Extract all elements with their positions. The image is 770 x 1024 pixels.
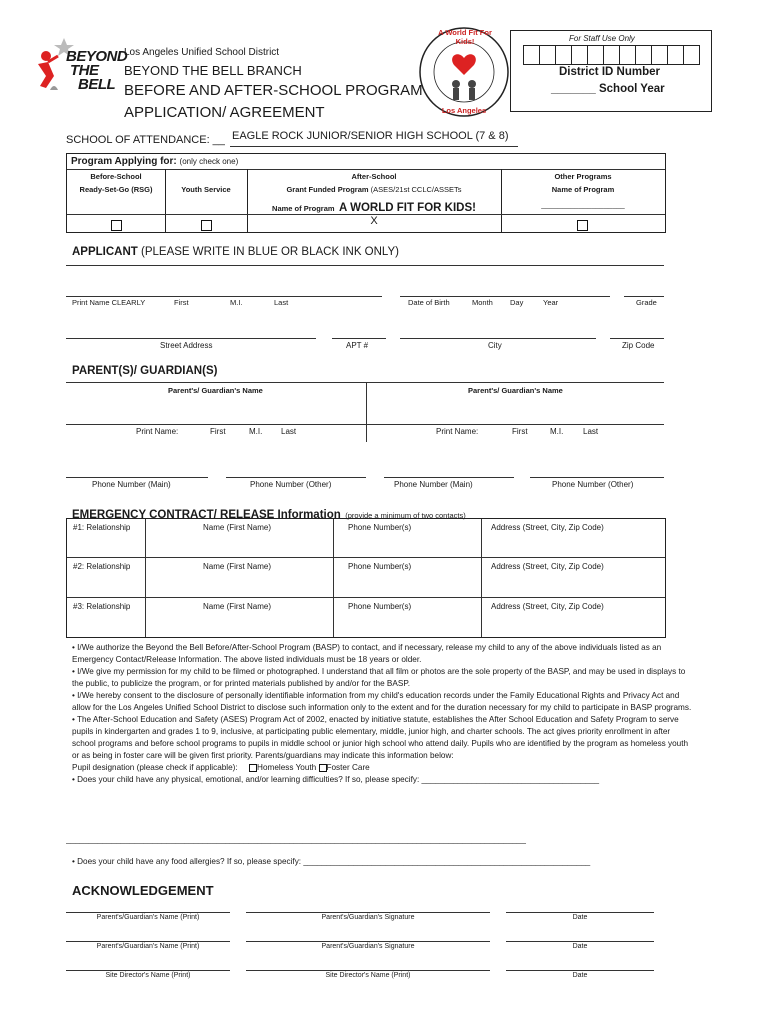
mi-label: M.I. — [230, 298, 243, 307]
term-ases-act: • The After-School Education and Safety (ASES) Program Act of 2002, enacted by initiative statute, establishes the After School Education and Safety Program to serve pupils in kindergarten and grades 1 to 9, inclusive, at participating public elementary, middle, junior high, and charter schools. The act gives priority enrollment in after school programs and before school programs to pupils in middle school or junior high school who attend daily. Pupils who are identified by the program as homeless youth or as being in foster care will be given first priority. Parents/guardians may indicate this information below: — [72, 715, 689, 760]
apt-label: APT # — [346, 341, 369, 350]
staff-use-box — [510, 30, 712, 112]
contact3-relationship[interactable]: #3: Relationship — [73, 602, 131, 611]
grant-funded-note: (ASES/21st CCLC/ASSETs — [370, 185, 462, 194]
world-fit-for-kids-seal — [418, 26, 510, 118]
rsg-checkbox[interactable] — [111, 220, 122, 231]
parent2-first-label: First — [512, 427, 528, 436]
parent1-last-label: Last — [281, 427, 297, 436]
district-id-label: District ID Number — [559, 66, 660, 78]
parent1-mi-label: M.I. — [249, 427, 263, 436]
date-label-3: Date — [572, 972, 588, 979]
sd-signature-label: Site Director's Name (Print) — [325, 972, 411, 979]
parent1-phone-other-line[interactable] — [226, 477, 366, 478]
parent2-name-header: Parent's/ Guardian's Name — [468, 386, 563, 395]
emergency-heading: EMERGENCY CONTRACT/ RELEASE Information — [72, 509, 341, 521]
district-name: Los Angeles Unified School District — [124, 47, 280, 58]
applicant-heading: APPLICANT — [72, 246, 138, 258]
form-title-line1: BEFORE AND AFTER-SCHOOL PROGRAM — [124, 82, 423, 99]
allergies-question[interactable]: • Does your child have any food allergies? If so, please specify: _______________________________________________________________ — [72, 857, 591, 866]
seal-bottom-text: Los Angeles — [441, 106, 487, 115]
zip-label: Zip Code — [622, 341, 655, 350]
parent1-name-line[interactable] — [66, 424, 366, 425]
grade-label: Grade — [636, 298, 657, 307]
pg-name-line-1[interactable] — [66, 912, 230, 913]
last-label: Last — [274, 298, 289, 307]
beyond-the-bell-logo — [34, 36, 128, 100]
parent2-print-label: Print Name: — [436, 427, 479, 436]
parent2-phone-other-label: Phone Number (Other) — [552, 480, 634, 489]
homeless-youth-checkbox[interactable] — [249, 764, 257, 772]
grade-line[interactable] — [624, 296, 664, 297]
branch-name: BEYOND THE BELL BRANCH — [124, 63, 302, 78]
year-label: Year — [543, 298, 559, 307]
program-name-prefix: Name of Program — [272, 204, 335, 213]
school-year-text: School Year — [598, 83, 665, 95]
date-label-1: Date — [572, 914, 588, 921]
pg-signature-label-2: Parent's/Guardian's Signature — [321, 943, 415, 950]
dob-line[interactable] — [400, 296, 610, 297]
date-line-3[interactable] — [506, 970, 654, 971]
form-title-line2: APPLICATION/ AGREEMENT — [124, 104, 325, 121]
difficulties-question[interactable]: • Does your child have any physical, emotional, and/or learning difficulties? If so, please specify: _______________________________________ — [72, 775, 600, 784]
parent2-phone-main-line[interactable] — [384, 477, 514, 478]
emergency-table — [66, 518, 666, 638]
zip-line[interactable] — [610, 338, 664, 339]
street-line[interactable] — [66, 338, 316, 339]
emergency-note: (provide a minimum of two contacts) — [345, 511, 466, 520]
pg-name-label-2: Parent's/Guardian's Name (Print) — [96, 943, 200, 950]
street-label: Street Address — [160, 341, 213, 350]
parent2-last-label: Last — [583, 427, 599, 436]
parent1-phone-main-label: Phone Number (Main) — [92, 480, 171, 489]
contact3-phone[interactable]: Phone Number(s) — [348, 602, 412, 611]
pg-signature-label-1: Parent's/Guardian's Signature — [321, 914, 415, 921]
seal-top-text: A World Fit For Kids! — [438, 28, 492, 46]
dob-label: Date of Birth — [408, 298, 450, 307]
contact1-address[interactable]: Address (Street, City, Zip Code) — [491, 523, 604, 532]
month-label: Month — [472, 298, 493, 307]
logo-line1: BEYOND — [66, 48, 128, 65]
pg-name-line-2[interactable] — [66, 941, 230, 942]
foster-care-label: Foster Care — [326, 763, 370, 772]
other-program-checkbox[interactable] — [577, 220, 588, 231]
terms-section — [72, 642, 692, 786]
first-label: First — [174, 298, 189, 307]
foster-care-checkbox[interactable] — [319, 764, 327, 772]
after-school-mark[interactable]: X — [370, 215, 378, 227]
youth-service-label: Youth Service — [181, 185, 231, 194]
program-note: (only check one) — [179, 157, 239, 166]
school-year-label — [551, 83, 665, 95]
logo-line2: THE — [70, 62, 99, 79]
date-line-1[interactable] — [506, 912, 654, 913]
pg-signature-line-2[interactable] — [246, 941, 490, 942]
applicant-note: (PLEASE WRITE IN BLUE OR BLACK INK ONLY) — [141, 246, 399, 258]
parent1-first-label: First — [210, 427, 226, 436]
term-photo-permission: • I/We give my permission for my child to be filmed or photographed. I understand that all film or photos are the sole property of the BASP, and may be used in displays to the public, to publicize the program, or for printed materials published by and/or for the BASP. — [72, 667, 686, 688]
date-line-2[interactable] — [506, 941, 654, 942]
contact2-address[interactable]: Address (Street, City, Zip Code) — [491, 562, 604, 571]
pg-signature-line-1[interactable] — [246, 912, 490, 913]
contact3-address[interactable]: Address (Street, City, Zip Code) — [491, 602, 604, 611]
contact1-name[interactable]: Name (First Name) — [203, 523, 272, 532]
parent2-phone-main-label: Phone Number (Main) — [394, 480, 473, 489]
city-line[interactable] — [400, 338, 596, 339]
parent1-print-label: Print Name: — [136, 427, 179, 436]
before-school-header: Before-School — [90, 172, 142, 181]
logo-line3: BELL — [78, 76, 116, 93]
program-name-value[interactable]: A WORLD FIT FOR KIDS! — [339, 202, 476, 214]
print-name-label: Print Name CLEARLY — [72, 298, 146, 307]
contact1-phone[interactable]: Phone Number(s) — [348, 523, 412, 532]
apt-line[interactable] — [332, 338, 386, 339]
city-label: City — [488, 341, 502, 350]
acknowledgement-heading: ACKNOWLEDGEMENT — [72, 883, 214, 898]
parent1-name-header: Parent's/ Guardian's Name — [168, 386, 263, 395]
contact1-relationship[interactable]: #1: Relationship — [73, 523, 131, 532]
staff-use-label: For Staff Use Only — [569, 34, 635, 43]
heart-icon — [452, 54, 476, 75]
difficulties-continuation-line[interactable]: _____________________________________________________________________________________________________ — [66, 835, 526, 844]
parent1-phone-main-line[interactable] — [66, 477, 208, 478]
school-attendance-label: SCHOOL OF ATTENDANCE: __ — [66, 134, 225, 146]
term-contact-authorization: • I/We authorize the Beyond the Bell Before/After-School Program (BASP) to contact, and if necessary, release my child to any of the above individuals listed as an Emergency Contact/Release Information. The above listed individuals must be 18 years or older. — [72, 643, 662, 664]
date-label-2: Date — [572, 943, 588, 950]
pg-name-label-1: Parent's/Guardian's Name (Print) — [96, 914, 200, 921]
day-label: Day — [510, 298, 524, 307]
parent2-mi-label: M.I. — [550, 427, 564, 436]
program-heading: Program Applying for: — [71, 156, 177, 167]
parents-heading: PARENT(S)/ GUARDIAN(S) — [72, 365, 218, 377]
after-school-header: After-School — [351, 172, 397, 181]
youth-service-checkbox[interactable] — [201, 220, 212, 231]
other-programs-header: Other Programs — [554, 172, 612, 181]
grant-funded-label: Grant Funded Program — [286, 185, 369, 194]
pupil-designation-label: Pupil designation (please check if applicable): — [72, 763, 238, 772]
program-table — [66, 153, 666, 233]
sd-name-line[interactable] — [66, 970, 230, 971]
school-attendance-value[interactable]: EAGLE ROCK JUNIOR/SENIOR HIGH SCHOOL (7 & 8) — [232, 130, 509, 142]
applicant-name-line[interactable] — [66, 296, 382, 297]
sd-signature-line[interactable] — [246, 970, 490, 971]
homeless-youth-label: Homeless Youth — [257, 763, 317, 772]
contact2-phone[interactable]: Phone Number(s) — [348, 562, 412, 571]
sd-name-label: Site Director's Name (Print) — [105, 972, 191, 979]
school-year-blank[interactable]: _______ — [551, 83, 596, 95]
rsg-option-label: Ready-Set-Go (RSG) — [79, 185, 153, 194]
contact3-name[interactable]: Name (First Name) — [203, 602, 272, 611]
term-ferpa-consent: • I/We hereby consent to the disclosure of personally identifiable information from my child's education records under the Family Educational Rights and Privacy Act and allow for the Los Angeles Unified School District to disclose such information only to the extent and for the duration necessary for my child to participate in BASP programs. — [72, 691, 692, 712]
other-program-name-label: Name of Program — [551, 185, 615, 194]
district-id-boxes[interactable] — [523, 45, 700, 65]
parent2-name-line[interactable] — [366, 424, 664, 425]
other-program-name-field[interactable]: ____________________ — [541, 200, 625, 209]
contact2-name[interactable]: Name (First Name) — [203, 562, 272, 571]
contact2-relationship[interactable]: #2: Relationship — [73, 562, 131, 571]
parent1-phone-other-label: Phone Number (Other) — [250, 480, 332, 489]
parent2-phone-other-line[interactable] — [530, 477, 664, 478]
